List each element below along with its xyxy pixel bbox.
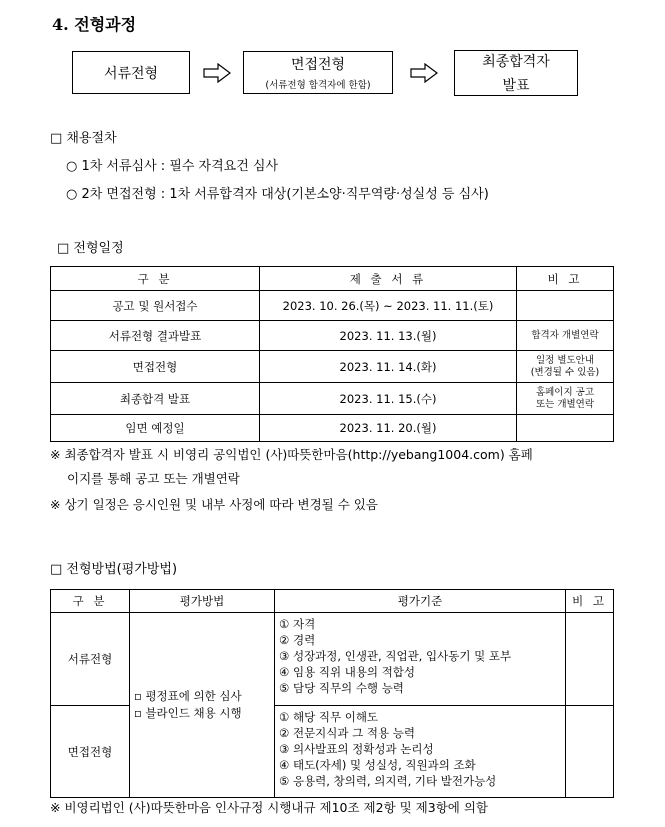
- schedule-note: [517, 351, 614, 383]
- criteria-line: ⑤ 응용력, 창의력, 의지력, 기타 발전가능성: [279, 774, 497, 788]
- flow-step-label-2: 발표: [502, 78, 530, 94]
- table-header: 평가방법: [130, 590, 275, 613]
- table-row: [51, 613, 614, 706]
- eval-criteria: [275, 706, 566, 798]
- table-row: [51, 321, 614, 351]
- schedule-date: 2023. 10. 26.(목) ~ 2023. 11. 11.(토): [260, 291, 517, 321]
- criteria-line: ⑤ 담당 직무의 수행 능력: [279, 681, 404, 695]
- schedule-item: 공고 및 원서접수: [51, 291, 260, 321]
- schedule-note: 합격자 개별연락: [517, 321, 614, 351]
- criteria-line: ④ 임용 직위 내용의 적합성: [279, 665, 416, 679]
- schedule-note: [517, 415, 614, 442]
- criteria-line: ② 경력: [279, 633, 316, 647]
- schedule-date: 2023. 11. 14.(화): [260, 351, 517, 383]
- eval-stage: 면접전형: [51, 706, 130, 798]
- table-row: [51, 291, 614, 321]
- note-line: 홈페이지 공고: [535, 386, 595, 398]
- table-header: 구 분: [51, 590, 130, 613]
- procedure-item: ○ 1차 서류심사 : 필수 자격요건 심사: [66, 159, 279, 174]
- table-header: 비 고: [566, 590, 614, 613]
- criteria-line: ② 전문지식과 그 적용 능력: [279, 726, 416, 740]
- section-title: 4. 전형과정: [52, 15, 137, 34]
- table-header: 제 출 서 류: [260, 267, 517, 291]
- schedule-note: [517, 291, 614, 321]
- table-row: [51, 351, 614, 383]
- table-header: 비 고: [517, 267, 614, 291]
- schedule-item: 면접전형: [51, 351, 260, 383]
- flow-step-document: [72, 51, 190, 94]
- schedule-title: □ 전형일정: [57, 241, 124, 256]
- method-line: ▫ 평정표에 의한 심사: [134, 689, 242, 703]
- evaluation-title: □ 전형방법(평가방법): [50, 562, 178, 577]
- note-line: (변경될 수 있음): [530, 366, 600, 378]
- schedule-note-2: ※ 상기 일정은 응시인원 및 내부 사정에 따라 변경될 수 있음: [50, 497, 378, 512]
- schedule-item: 임면 예정일: [51, 415, 260, 442]
- schedule-date: 2023. 11. 13.(월): [260, 321, 517, 351]
- eval-criteria: [275, 613, 566, 706]
- eval-note: [566, 613, 614, 706]
- table-row: [51, 415, 614, 442]
- schedule-date: 2023. 11. 20.(월): [260, 415, 517, 442]
- eval-method: [130, 613, 275, 798]
- flow-step-interview: [243, 51, 393, 94]
- procedure-title: □ 채용절차: [50, 131, 117, 146]
- flow-step-label: 최종합격자: [482, 54, 550, 70]
- note-line: 일정 별도안내: [535, 354, 595, 366]
- note-line: 또는 개별연락: [535, 398, 595, 410]
- schedule-table: [50, 266, 614, 442]
- schedule-note-1-cont: 이지를 통해 공고 또는 개별연락: [67, 471, 240, 486]
- arrow-right-icon: [410, 63, 438, 83]
- criteria-line: ① 해당 직무 이해도: [279, 710, 379, 724]
- flow-step-sublabel: (서류전형 합격자에 한함): [265, 80, 371, 91]
- flow-step-final: [454, 50, 578, 96]
- criteria-line: ③ 의사발표의 정확성과 논리성: [279, 742, 434, 756]
- table-header: 평가기준: [275, 590, 566, 613]
- procedure-item: ○ 2차 면접전형 : 1차 서류합격자 대상(기본소양·직무역량·성실성 등 심사): [66, 187, 489, 202]
- table-header: 구 분: [51, 267, 260, 291]
- table-row: [51, 383, 614, 415]
- criteria-line: ④ 태도(자세) 및 성실성, 직원과의 조화: [279, 758, 476, 772]
- eval-stage: 서류전형: [51, 613, 130, 706]
- flow-step-label: 면접전형: [290, 57, 346, 73]
- schedule-note: [517, 383, 614, 415]
- arrow-right-icon: [203, 63, 231, 83]
- flow-step-label: 서류전형: [103, 65, 159, 82]
- evaluation-footnote: ※ 비영리법인 (사)따뜻한마음 인사규정 시행내규 제10조 제2항 및 제3항에 의함: [50, 800, 488, 815]
- schedule-item: 최종합격 발표: [51, 383, 260, 415]
- eval-note: [566, 706, 614, 798]
- method-line: ▫ 블라인드 채용 시행: [134, 706, 242, 720]
- schedule-item: 서류전형 결과발표: [51, 321, 260, 351]
- schedule-note-1: ※ 최종합격자 발표 시 비영리 공익법인 (사)따뜻한마음(http://yebang1004.com) 홈페: [50, 447, 533, 462]
- criteria-line: ③ 성장과정, 인생관, 직업관, 입사동기 및 포부: [279, 649, 512, 663]
- evaluation-table: [50, 589, 614, 798]
- schedule-date: 2023. 11. 15.(수): [260, 383, 517, 415]
- criteria-line: ① 자격: [279, 617, 316, 631]
